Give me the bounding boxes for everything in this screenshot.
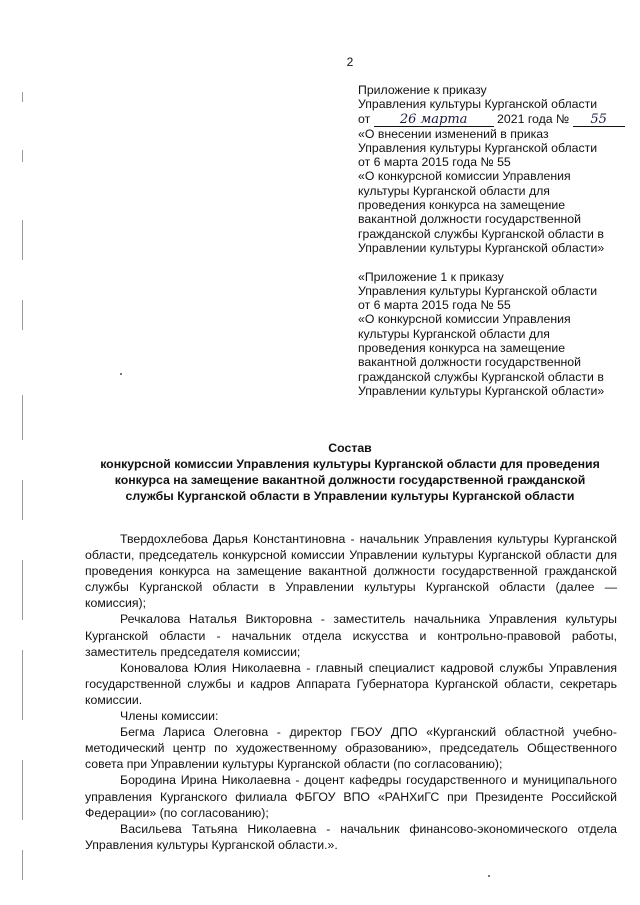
appendix-line: гражданской службы Курганской области в (358, 369, 604, 384)
scan-margin-mark (22, 850, 23, 880)
scan-margin-mark (22, 480, 23, 520)
appendix-line: Управления культуры Курганской области (358, 283, 598, 298)
appendix-line: проведения конкурса на замещение (358, 341, 566, 356)
scan-margin-mark (22, 300, 23, 330)
appendix-line: «О внесении изменений в приказ (358, 126, 549, 141)
appendix-line: Управления культуры Курганской области (358, 97, 598, 112)
appendix-line: проведения конкурса на замещение (358, 198, 566, 213)
date-prefix: от (358, 111, 371, 126)
appendix-line: «О конкурсной комиссии Управления (358, 169, 571, 184)
document-heading (60, 440, 640, 504)
appendix-date-line (358, 112, 628, 127)
date-year: 2021 года № (497, 111, 570, 126)
scan-margin-mark (22, 92, 23, 102)
appendix-line: вакантной должности государственной (358, 355, 582, 370)
handwritten-date: 26 марта (374, 114, 494, 127)
appendix-line: Управления культуры Курганской области (358, 140, 598, 155)
heading-line: конкурсной комиссии Управления культуры Курганской области для проведения (100, 457, 600, 471)
member-paragraph: Васильева Татьяна Николаевна - начальник финансово-экономического отдела Управления культуры Курганской области.». (85, 821, 617, 852)
heading-line: конкурса на замещение вакантной должности государственной гражданской (114, 473, 586, 487)
member-paragraph: Бородина Ирина Николаевна - доцент кафедры государственного и муниципального управления Курганского филиала ФБГОУ ВПО «РАНХиГС при Президенте Российской Федерации» (по согласованию); (85, 773, 617, 820)
appendix-line: культуры Курганской области для (358, 183, 550, 198)
member-paragraph: Твердохлебова Дарья Константиновна - начальник Управления культуры Курганской области, председатель конкурсной комиссии Управлении культуры Курганской области для проведения конкурса на замещение вакантной должности государственной гражданской службы Курганской области в Управлении культуры Курганской области (далее — комиссия); (85, 532, 617, 611)
member-paragraph: Бегма Лариса Олеговна - директор ГБОУ ДПО «Курганский областной учебно-методический центр по художественному образованию», председатель Общественного совета при Управлении культуры Курганской области (по согласованию); (85, 725, 617, 772)
appendix-line: «Приложение 1 к приказу (358, 269, 504, 284)
appendix-line: Управлении культуры Курганской области» (358, 383, 605, 398)
appendix-line: культуры Курганской области для (358, 326, 550, 341)
member-paragraph: Коновалова Юлия Николаевна - главный специалист кадровой службы Управления государственной службы и кадров Аппарата Губернатора Курганской области, секретарь комиссии. (85, 660, 617, 707)
appendix-line: «О конкурсной комиссии Управления (358, 312, 571, 327)
scan-margin-mark (22, 760, 23, 820)
appendix-line: гражданской службы Курганской области в (358, 226, 604, 241)
heading-title: Состав (328, 441, 372, 455)
appendix-line: Приложение к приказу (358, 83, 487, 97)
appendix-line: Управлении культуры Курганской области» (358, 240, 605, 255)
scan-margin-mark (22, 395, 23, 440)
commission-members (85, 531, 617, 853)
appendix-line: от 6 марта 2015 года № 55 (358, 298, 511, 313)
scan-speck (120, 373, 122, 375)
appendix-block (358, 83, 628, 398)
scan-margin-mark (22, 150, 23, 162)
appendix-gap (358, 255, 628, 269)
scan-margin-mark (22, 560, 23, 620)
scan-speck (488, 875, 490, 877)
member-paragraph: Речкалова Наталья Викторовна - заместитель начальника Управления культуры Курганской области - начальник отдела искусства и контрольно-правовой работы, заместитель председателя комиссии; (85, 612, 617, 659)
appendix-line: от 6 марта 2015 года № 55 (358, 155, 511, 170)
page-number: 2 (346, 55, 354, 69)
appendix-line: вакантной должности государственной (358, 212, 582, 227)
scan-margin-mark (22, 220, 23, 260)
members-subheading: Члены комиссии: (120, 709, 219, 724)
handwritten-number: 55 (573, 114, 625, 127)
scan-margin-mark (22, 650, 23, 720)
heading-line: службы Курганской области в Управлении культуры Курганской области (125, 489, 575, 503)
